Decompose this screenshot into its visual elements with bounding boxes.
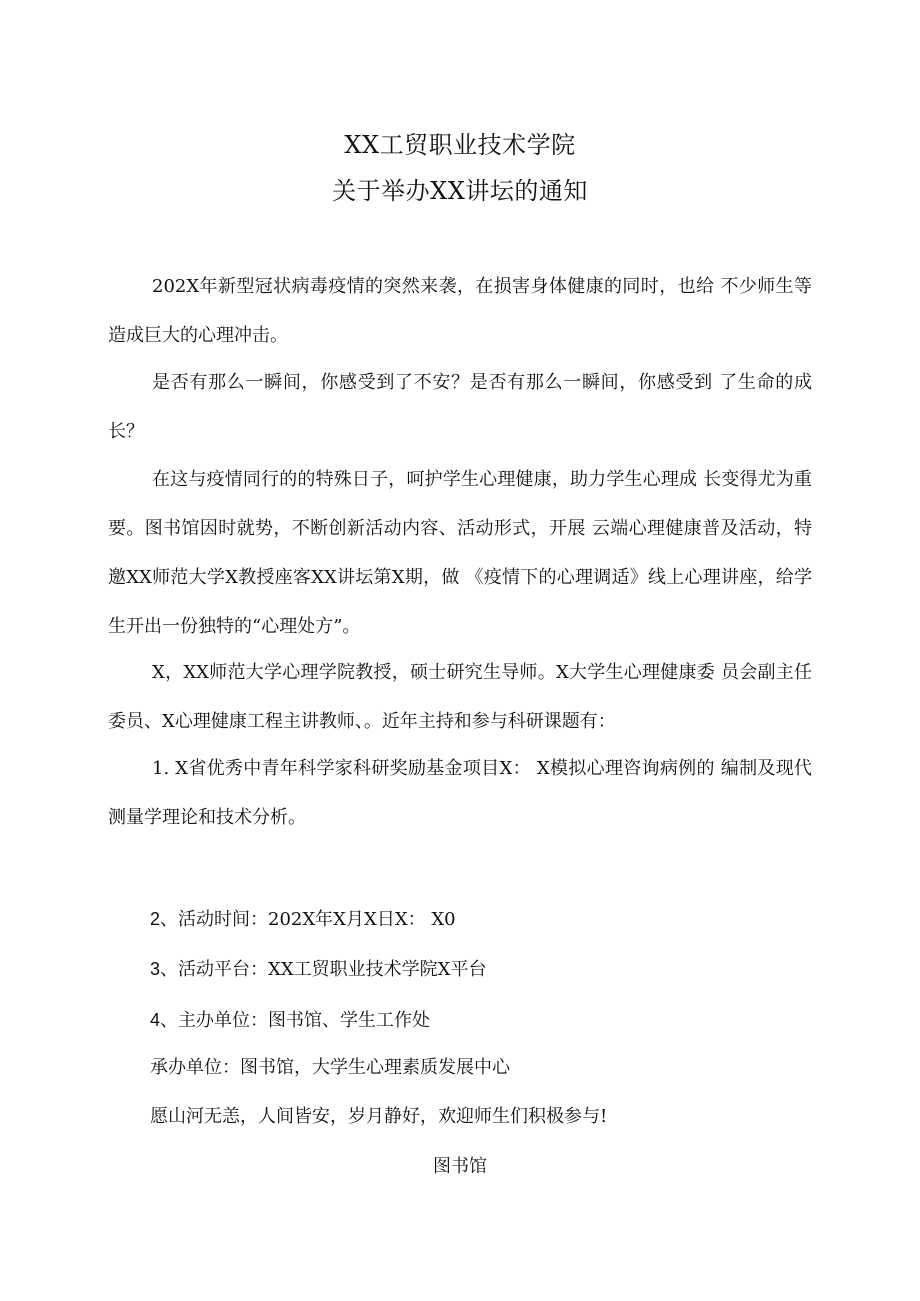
paragraph-activity: 在这与疫情同行的的特殊日子，呵护学生心理健康，助力学生心理成 长变得尤为重要。图书馆因时就势，不断创新活动内容、活动形式，开展 云端心理健康普及活动，特邀XX师范大学X教授座客XX讲坛第X期，做 《疫情下的心理调适》线上心理讲座，给学生开出一份独特的“心理处方”。 bbox=[108, 469, 812, 637]
activity-time-text: 、活动时间：202X年X月X日X： X0 bbox=[160, 909, 456, 930]
activity-platform-text: 、活动平台：XX工贸职业技术学院X平台 bbox=[160, 959, 487, 980]
host-unit-text: 、主办单位：图书馆、学生工作处 bbox=[160, 1010, 431, 1031]
item-number: 4 bbox=[150, 1010, 161, 1030]
host-unit bbox=[150, 1007, 430, 1034]
notice-title: 关于举办XX讲坛的通知 bbox=[332, 177, 588, 205]
paragraph-research-item: 1. X省优秀中青年科学家科研奖励基金项目X： X模拟心理咨询病例的 编制及现代测量学理论和技术分析。 bbox=[108, 758, 812, 828]
paragraph-intro: 202X年新型冠状病毒疫情的突然来袭，在损害身体健康的同时，也给 不少师生等造成巨大的心理冲击。 bbox=[108, 276, 812, 346]
closing-line: 愿山河无恙，人间皆安，岁月静好，欢迎师生们积极参与! bbox=[150, 1106, 608, 1127]
item-number: 2 bbox=[150, 909, 161, 929]
activity-time bbox=[150, 906, 456, 933]
paragraph-speaker-bio: X，XX师范大学心理学院教授，硕士研究生导师。X大学生心理健康委 员会副主任委员、X心理健康工程主讲教师、。近年主持和参与科研课题有： bbox=[108, 662, 812, 732]
school-name: XX工贸职业技术学院 bbox=[344, 131, 576, 159]
item-number: 3 bbox=[150, 959, 161, 979]
paragraph-question: 是否有那么一瞬间，你感受到了不安？是否有那么一瞬间，你感受到 了生命的成长？ bbox=[108, 372, 812, 442]
signature: 图书馆 bbox=[433, 1156, 487, 1177]
organizer-unit: 承办单位：图书馆，大学生心理素质发展中心 bbox=[150, 1057, 510, 1078]
activity-platform bbox=[150, 956, 486, 983]
